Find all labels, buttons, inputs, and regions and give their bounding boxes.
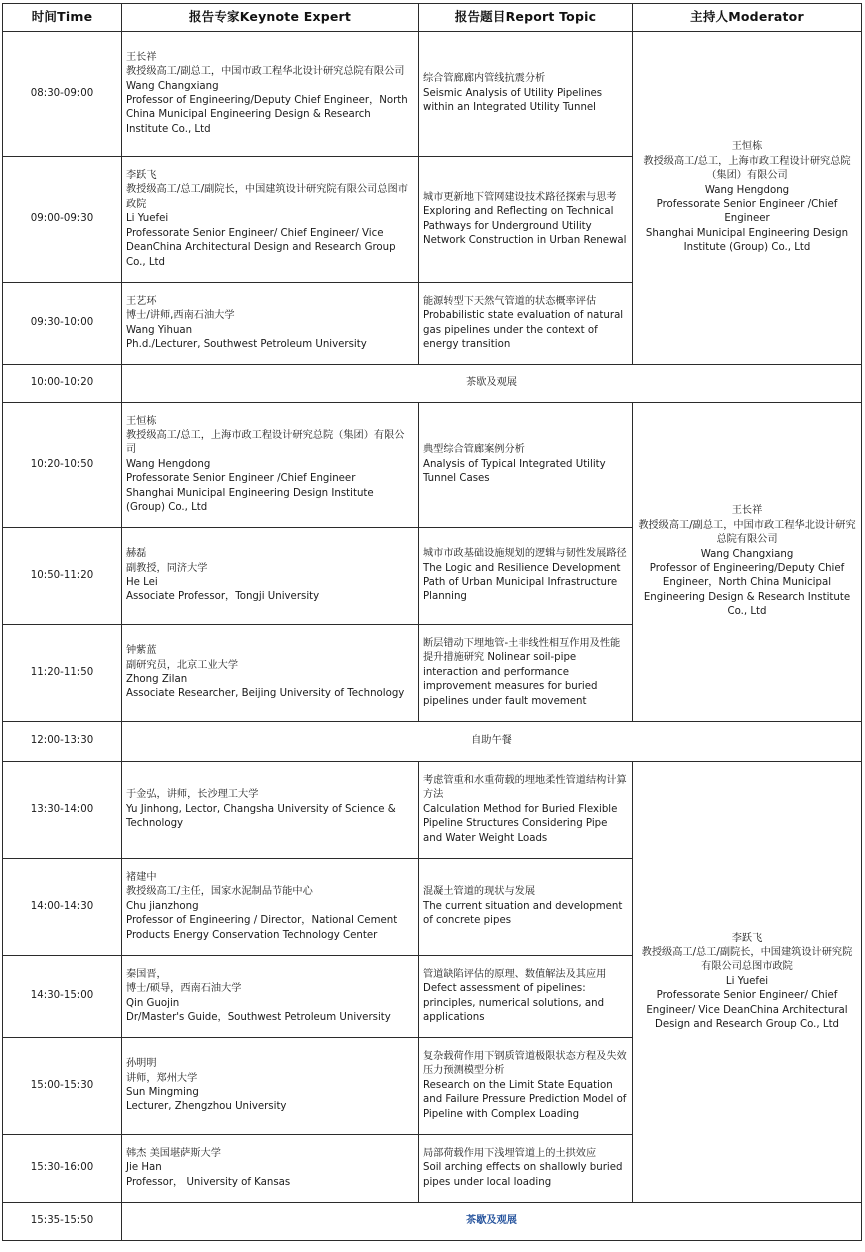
session-topic [419,1135,633,1203]
session-topic [419,283,633,365]
topic-text: 管道缺陷评估的原理、数值解法及其应用 Defect assessment of pipelines: principles, numerical solutions, and applications [423,968,607,1023]
expert-text: 于金弘，讲师，长沙理工大学 Yu Jinhong, Lector, Changsha University of Science & Technology [126,789,396,830]
expert-text: 韩杰 美国堪萨斯大学 Jie Han Professor， University of Kansas [126,1147,291,1188]
topic-text: 断层错动下埋地管-土非线性相互作用及性能提升措施研究 Nolinear soil-pipe interaction and performance improvement measures for buried pipelines under fault movement [423,637,621,707]
session-time: 13:30-14:00 [3,762,122,859]
break-label: 自助午餐 [122,722,862,762]
expert-text: 李跃飞 教授级高工/总工/副院长，中国建筑设计研究院有限公司总图市政院 Li Yuefei Professorate Senior Engineer/ Chief Engineer/ Vice DeanChina Architectural Design and Research Group Co., Ltd [126,170,408,268]
session-topic [419,403,633,528]
header-moderator: 主持人Moderator [633,4,862,32]
session-expert [122,157,419,283]
break-row [3,1203,862,1241]
moderator-text: 王恒栋 教授级高工/总工，上海市政工程设计研究总院（集团）有限公司 Wang Hengdong Professorate Senior Engineer /Chief Engineer Shanghai Municipal Engineering Design Institute (Group) Co., Ltd [643,141,851,254]
schedule-table [2,3,862,1241]
topic-text: 局部荷载作用下浅埋管道上的土拱效应 Soil arching effects on shallowly buried pipes under local loading [423,1147,623,1188]
header-time: 时间Time [3,4,122,32]
session-time: 15:00-15:30 [3,1038,122,1135]
session-topic [419,157,633,283]
header-topic: 报告题目Report Topic [419,4,633,32]
session-time: 09:30-10:00 [3,283,122,365]
session-expert [122,1135,419,1203]
expert-text: 王恒栋 教授级高工/总工，上海市政工程设计研究总院（集团）有限公司 Wang Hengdong Professorate Senior Engineer /Chief Engineer Shanghai Municipal Engineering Design Institute (Group) Co., Ltd [126,415,405,514]
expert-text: 王长祥 教授级高工/副总工，中国市政工程华北设计研究总院有限公司 Wang Changxiang Professor of Engineering/Deputy Chief Engineer，North China Municipal Engineering Design & Research Institute Co., Ltd [126,51,408,135]
table-row [3,762,862,859]
session-time: 08:30-09:00 [3,32,122,157]
break-time: 15:35-15:50 [3,1203,122,1241]
session-expert [122,403,419,528]
session-expert [122,32,419,157]
moderator-cell [633,32,862,365]
session-topic [419,762,633,859]
break-label: 茶歇及观展 [122,365,862,403]
header-expert: 报告专家Keynote Expert [122,4,419,32]
moderator-cell [633,762,862,1203]
topic-text: 典型综合管廊案例分析 Analysis of Typical Integrated Utility Tunnel Cases [423,444,606,485]
session-expert [122,528,419,625]
break-time: 12:00-13:30 [3,722,122,762]
session-expert [122,625,419,722]
session-expert [122,956,419,1038]
table-row [3,403,862,528]
session-expert [122,283,419,365]
moderator-text: 李跃飞 教授级高工/总工/副院长，中国建筑设计研究院有限公司总图市政院 Li Yuefei Professorate Senior Engineer/ Chief Engineer/ Vice DeanChina Architectural Design and Research Group Co., Ltd [641,932,853,1031]
session-expert [122,859,419,956]
header-row [3,4,862,32]
session-topic [419,859,633,956]
expert-text: 孙明明 讲师，郑州大学 Sun Mingming Lecturer, Zhengzhou University [126,1058,287,1113]
session-topic [419,1038,633,1135]
session-time: 15:30-16:00 [3,1135,122,1203]
session-expert [122,1038,419,1135]
break-row [3,722,862,762]
session-time: 10:20-10:50 [3,403,122,528]
topic-text: 复杂载荷作用下钢质管道极限状态方程及失效压力预测模型分析 Research on the Limit State Equation and Failure Pressure Prediction Model of Pipeline with Complex Loading [423,1050,627,1120]
session-topic [419,625,633,722]
session-topic [419,32,633,157]
session-time: 14:00-14:30 [3,859,122,956]
topic-text: 混凝土管道的现状与发展 The current situation and development of concrete pipes [423,886,623,927]
session-topic [419,528,633,625]
moderator-text: 王长祥 教授级高工/副总工，中国市政工程华北设计研究总院有限公司 Wang Changxiang Professor of Engineering/Deputy Chief Engineer，North China Municipal Engineering Design & Research Institute Co., Ltd [638,505,856,618]
moderator-cell [633,403,862,722]
session-expert [122,762,419,859]
break-time: 10:00-10:20 [3,365,122,403]
topic-text: 考虑管重和水重荷载的埋地柔性管道结构计算方法 Calculation Method for Buried Flexible Pipeline Structures Considering Pipe and Water Weight Loads [423,774,627,844]
session-time: 10:50-11:20 [3,528,122,625]
session-time: 11:20-11:50 [3,625,122,722]
expert-text: 钟紫蓝 副研究员，北京工业大学 Zhong Zilan Associate Researcher, Beijing University of Technology [126,645,405,700]
topic-text: 能源转型下天然气管道的状态概率评估 Probabilistic state evaluation of natural gas pipelines under the context of energy transition [423,295,624,350]
schedule-container [2,3,861,1241]
topic-text: 综合管廊廊内管线抗震分析 Seismic Analysis of Utility Pipelines within an Integrated Utility Tunnel [423,73,603,114]
expert-text: 秦国晋， 博士/硕导，西南石油大学 Qin Guojin Dr/Master's Guide，Southwest Petroleum University [126,968,391,1023]
session-time: 14:30-15:00 [3,956,122,1038]
expert-text: 赫磊 副教授，同济大学 He Lei Associate Professor，Tongji University [126,548,320,603]
topic-text: 城市更新地下管网建设技术路径探索与思考 Exploring and Reflecting on Technical Pathways for Underground Utility Network Construction in Urban Renewal [423,191,627,246]
break-label: 茶歇及观展 [122,1203,862,1241]
topic-text: 城市市政基础设施规划的逻辑与韧性发展路径 The Logic and Resilience Development Path of Urban Municipal Infrastructure Planning [423,548,627,603]
table-row [3,32,862,157]
session-topic [419,956,633,1038]
expert-text: 王艺环 博士/讲师,西南石油大学 Wang Yihuan Ph.d./Lecturer, Southwest Petroleum University [126,295,367,350]
session-time: 09:00-09:30 [3,157,122,283]
break-row [3,365,862,403]
expert-text: 褚建中 教授级高工/主任，国家水泥制品节能中心 Chu jianzhong Professor of Engineering / Director，National Cement Products Energy Conservation Technology Center [126,871,398,941]
